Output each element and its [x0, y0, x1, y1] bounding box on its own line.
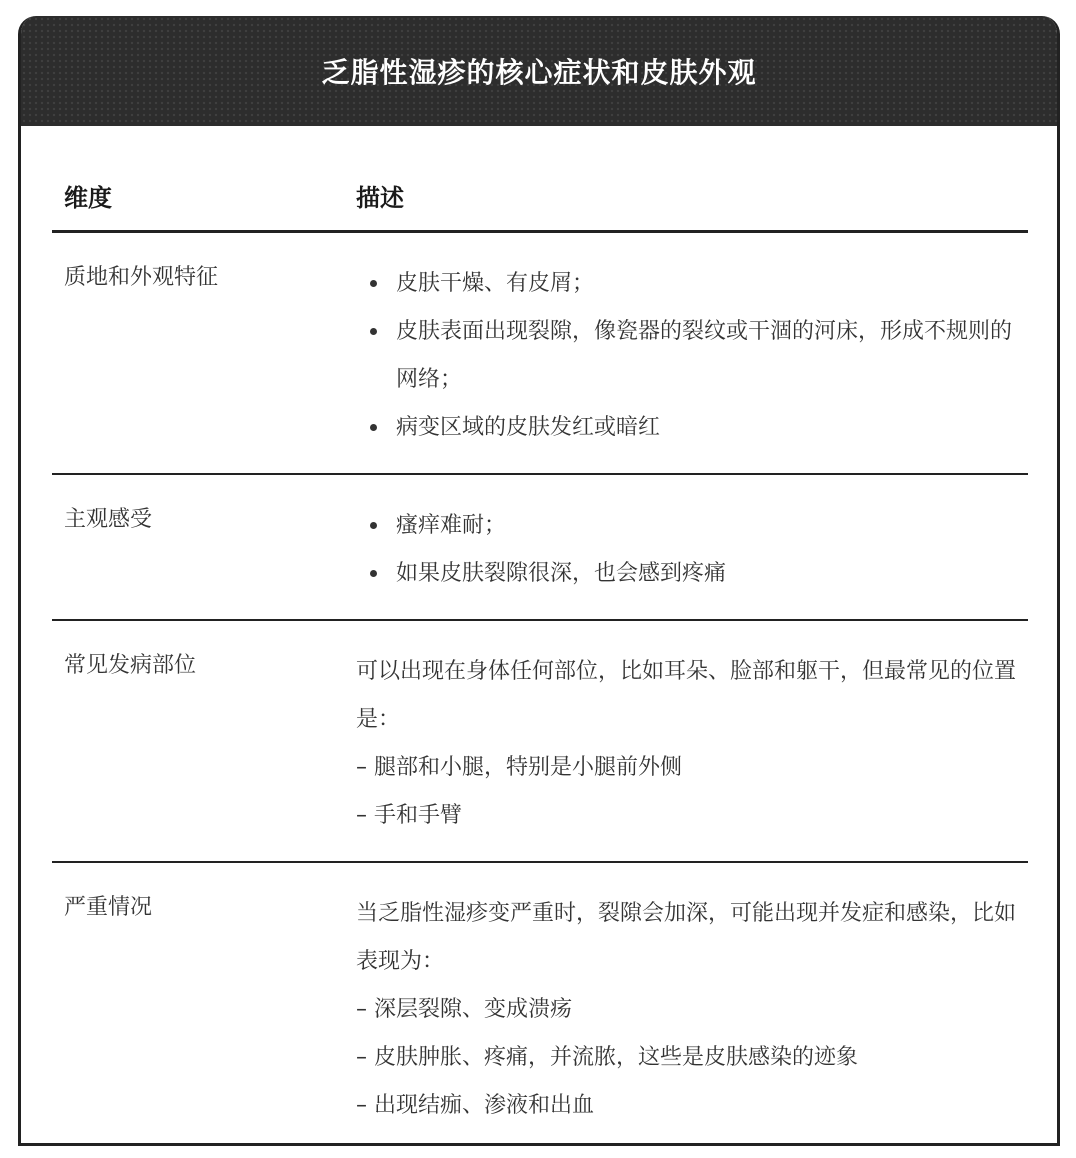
row-intro-text: 可以出现在身体任何部位，比如耳朵、脸部和躯干，但最常见的位置是： [356, 659, 1017, 732]
bullet-item: 瘙痒难耐； [356, 502, 1016, 550]
dash-item: – 手和手臂 [356, 803, 462, 828]
dash-item: – 出现结痂、渗液和出血 [356, 1093, 594, 1118]
bullet-item: 皮肤干燥、有皮屑； [356, 260, 1016, 308]
row-intro-text: 当乏脂性湿疹变严重时，裂隙会加深，可能出现并发症和感染，比如表现为： [356, 901, 1017, 974]
row-label: 严重情况 [64, 895, 153, 920]
table-title: 乏脂性湿疹的核心症状和皮肤外观 [321, 56, 757, 89]
dash-item: – 深层裂隙、变成溃疡 [356, 997, 572, 1022]
bullet-item: 皮肤表面出现裂隙，像瓷器的裂纹或干涸的河床，形成不规则的网络； [356, 308, 1016, 404]
dash-item: – 腿部和小腿，特别是小腿前外侧 [356, 755, 682, 780]
dash-item: – 皮肤肿胀、疼痛，并流脓，这些是皮肤感染的迹象 [356, 1045, 858, 1070]
column-header-dimension: 维度 [64, 184, 112, 212]
table-header-bar [21, 16, 1057, 126]
row-description [356, 475, 1016, 619]
row-description [356, 233, 1016, 473]
row-label: 质地和外观特征 [64, 265, 219, 290]
bullet-list [356, 502, 1016, 598]
table-column-headers [52, 126, 1028, 233]
bullet-item: 如果皮肤裂隙很深，也会感到疼痛 [356, 550, 1016, 598]
row-label: 主观感受 [64, 507, 153, 532]
row-label: 常见发病部位 [64, 653, 197, 678]
table-row-feelings [52, 475, 1028, 621]
bullet-list [356, 260, 1016, 452]
table-row-texture [52, 233, 1028, 475]
column-header-description: 描述 [356, 184, 404, 212]
symptom-table [52, 126, 1028, 1146]
bullet-item: 病变区域的皮肤发红或暗红 [356, 404, 1016, 452]
table-row-severe [52, 863, 1028, 1146]
table-row-locations [52, 621, 1028, 863]
row-description [356, 863, 1016, 1146]
symptom-table-card [18, 16, 1060, 1146]
row-description [356, 621, 1016, 861]
